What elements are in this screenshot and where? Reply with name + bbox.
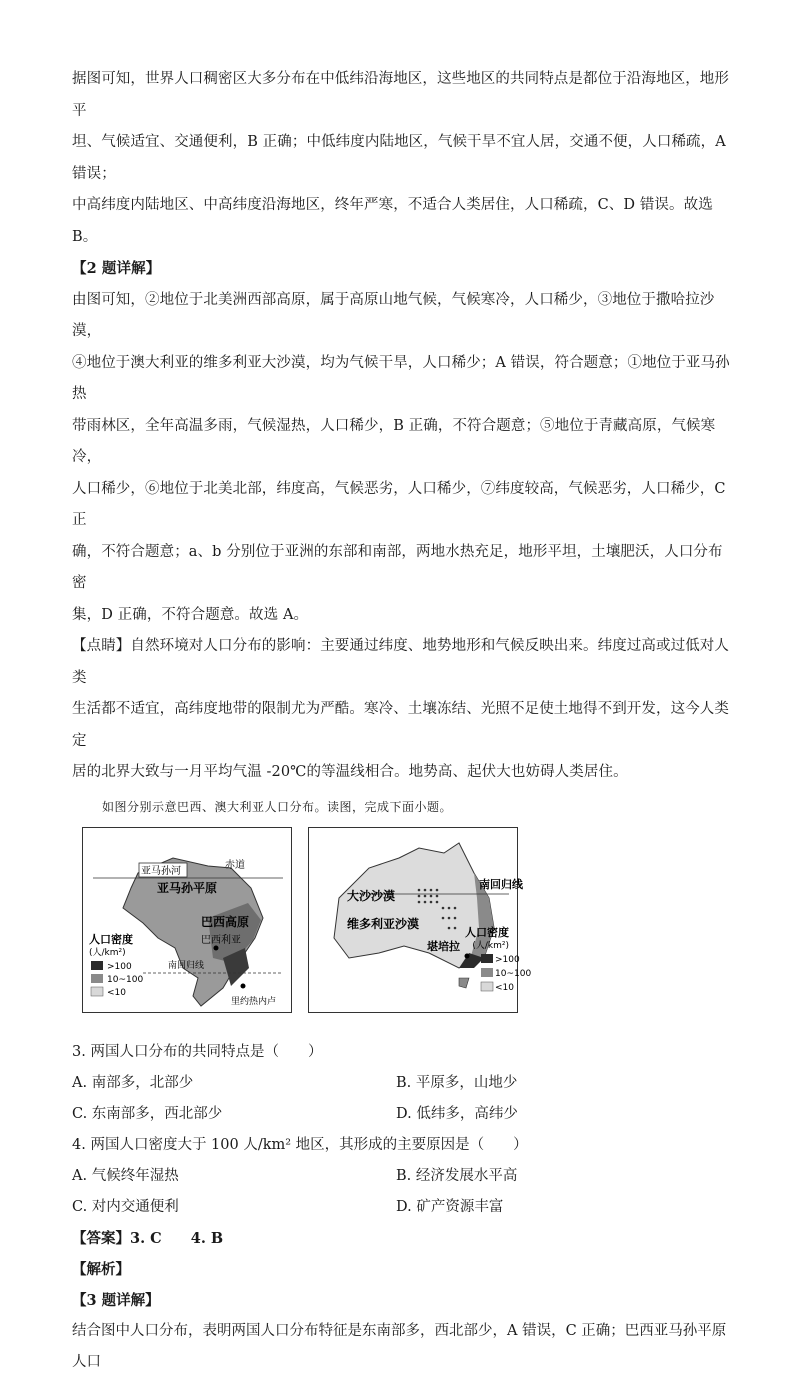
- amazon-plain-label: 亚马孙平原: [157, 880, 218, 895]
- text-line: 中高纬度内陆地区、中高纬度沿海地区，终年严寒，不适合人类居住，人口稀疏，C、D 错误。故选 B。: [72, 197, 713, 245]
- text-line: 集，D 正确，不符合题意。故选 A。: [72, 606, 309, 623]
- text-line: 由图可知，②地位于北美洲西部高原，属于高原山地气候，气候寒冷，人口稀少，③地位于撒哈拉沙漠，: [72, 291, 715, 339]
- question-3: 3. 两国人口分布的共同特点是（ ）: [72, 1043, 323, 1060]
- answer-line: 【答案】3. C 4. B: [72, 1229, 224, 1247]
- brazil-map: [82, 827, 292, 1013]
- text-line: 据图可知，世界人口稠密区大多分布在中低纬沿海地区，这些地区的共同特点是都位于沿海地区，地形平: [72, 71, 729, 119]
- q4-options: [72, 1161, 732, 1223]
- legend-low: <10: [107, 987, 126, 998]
- text-line: 带雨林区，全年高温多雨，气候湿热，人口稀少，B 正确，不符合题意；⑤地位于青藏高原，气候寒冷，: [72, 417, 716, 465]
- q3-option-a: A. 南部多，北部少: [72, 1074, 194, 1091]
- tips-line: 【点睛】自然环境对人口分布的影响：主要通过纬度、地势地形和气候反映出来。纬度过高或过低对人类: [72, 638, 729, 686]
- document-page: [72, 64, 732, 1378]
- rio-label: 里约热内卢: [231, 996, 277, 1007]
- legend-mid: 10~100: [107, 974, 144, 985]
- legend-unit: (人/km²): [89, 947, 126, 958]
- amazon-river-label: 亚马孙河: [141, 865, 181, 877]
- legend-high: >100: [495, 954, 520, 965]
- legend-mid: 10~100: [495, 968, 532, 979]
- legend-title: 人口密度: [465, 925, 509, 939]
- australia-map: [308, 827, 532, 1013]
- legend-low: <10: [495, 982, 514, 993]
- equator-label: 赤道: [225, 859, 245, 871]
- legend-high: >100: [107, 961, 132, 972]
- question-4: 4. 两国人口密度大于 100 人/km² 地区，其形成的主要原因是（ ）: [72, 1136, 528, 1153]
- victoria-label: 维多利亚沙漠: [347, 916, 420, 931]
- analysis-heading: 【解析】: [72, 1260, 130, 1278]
- brasilia-label: 巴西利亚: [201, 934, 241, 946]
- tropic-label: 南回归线: [479, 877, 523, 891]
- q4-option-d: D. 矿产资源丰富: [396, 1198, 504, 1215]
- canberra-label: 堪培拉: [427, 939, 460, 953]
- plateau-label: 巴西高原: [201, 914, 250, 929]
- text-line: 确，不符合题意；a、b 分别位于亚洲的东部和南部，两地水热充足，地形平坦，土壤肥沃，人口分布密: [72, 543, 723, 591]
- text-line: 坦、气候适宜、交通便利，B 正确；中低纬度内陆地区，气候干旱不宜人居，交通不便，人口稀疏，A 错误；: [72, 134, 726, 182]
- q2-heading: 【2 题详解】: [72, 260, 161, 277]
- q3-detail-heading: 【3 题详解】: [72, 1291, 160, 1309]
- text-line: 人口稀少，⑥地位于北美北部，纬度高，气候恶劣，人口稀少，⑦纬度较高，气候恶劣，人口稀少，C 正: [72, 480, 726, 528]
- maps-figure: [72, 827, 732, 1023]
- q4-option-b: B. 经济发展水平高: [396, 1167, 518, 1184]
- q3-option-d: D. 低纬多，高纬少: [396, 1105, 518, 1122]
- text-line: ④地位于澳大利亚的维多利亚大沙漠，均为气候干旱，人口稀少；A 错误，符合题意；①地位于亚马孙热: [72, 354, 730, 402]
- great-sandy-label: 大沙沙漠: [347, 888, 396, 903]
- legend-title: 人口密度: [89, 932, 133, 946]
- q3-detail-line: 结合图中人口分布，表明两国人口分布特征是东南部多，西北部少，A 错误，C 正确；巴西亚马孙平原人口: [72, 1322, 727, 1370]
- q3-option-c: C. 东南部多，西北部少: [72, 1105, 223, 1122]
- q4-option-a: A. 气候终年湿热: [72, 1167, 179, 1184]
- q3-option-b: B. 平原多，山地少: [396, 1074, 518, 1091]
- tips-line: 居的北界大致与一月平均气温 -20℃的等温线相合。地势高、起伏大也妨碍人类居住。: [72, 764, 628, 780]
- tips-line: 生活都不适宜，高纬度地带的限制尤为严酷。寒冷、土壤冻结、光照不足使土地得不到开发，这今人类定: [72, 701, 729, 749]
- q3-options: [72, 1068, 732, 1130]
- tropic-label: 南回归线: [168, 960, 205, 971]
- q4-option-c: C. 对内交通便利: [72, 1198, 179, 1215]
- intro-text: 如图分别示意巴西、澳大利亚人口分布。读图，完成下面小题。: [102, 799, 453, 814]
- legend-unit: (人/km²): [472, 940, 509, 951]
